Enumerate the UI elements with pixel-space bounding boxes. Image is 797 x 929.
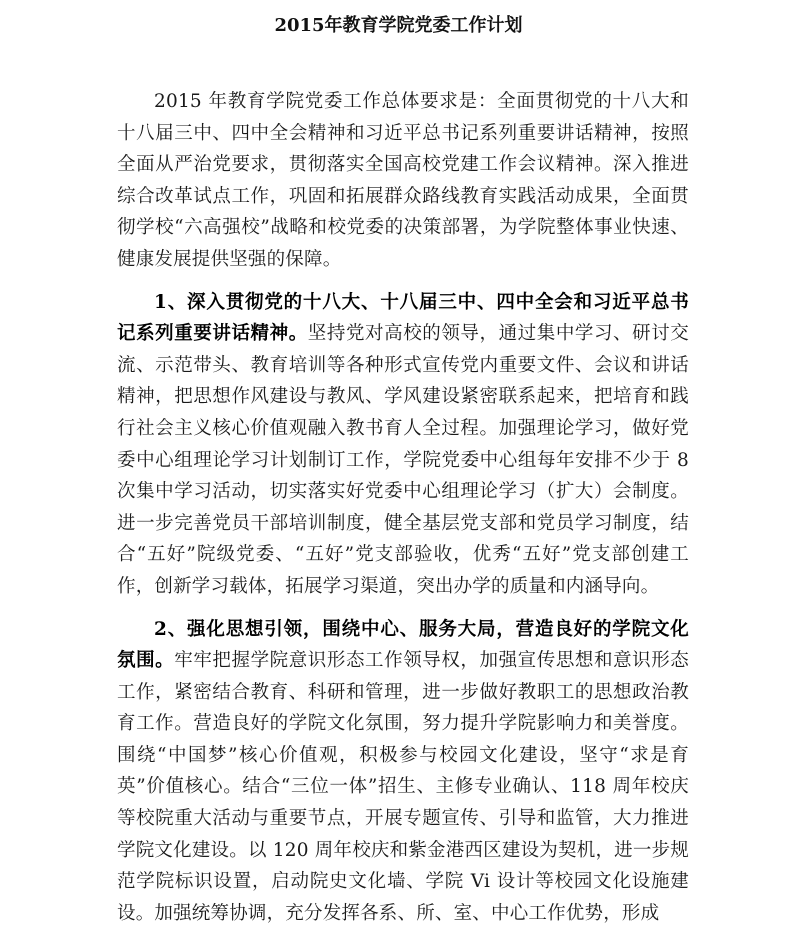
section-2-paragraph bbox=[117, 614, 689, 929]
section-2-text: 牢牢把握学院意识形态工作领导权，加强宣传思想和意识形态工作，紧密结合教育、科研和管理，进一步做好教职工的思想政治教育工作。营造良好的学院文化氛围，努力提升学院影响力和美誉度。围绕“中国梦”核心价值观，积极参与校园文化建设，坚守“求是育英”价值核心。结合“三位一体”招生、主修专业确认、118 周年校庆等校院重大活动与重要节点，开展专题宣传、引导和监管，大力推进学院文化建设。以 120 周年校庆和紫金港西区建设为契机，进一步规范学院标识设置，启动院史文化墙、学院 Vi 设计等校园文化设施建设。加强统筹协调，充分发挥各系、所、室、中心工作优势，形成 bbox=[117, 650, 689, 924]
section-2-heading: 2、强化思想引领，围绕中心、服务大局，营造良好的学院文化氛围。 bbox=[117, 619, 689, 672]
document-body bbox=[117, 86, 689, 929]
section-1-text: 坚持党对高校的领导，通过集中学习、研讨交流、示范带头、教育培训等各种形式宣传党内重要文件、会议和讲话精神，把思想作风建设与教风、学风建设紧密联系起来，把培育和践行社会主义核心价值观融入教书育人全过程。加强理论学习，做好党委中心组理论学习计划制订工作，学院党委中心组每年安排不少于 8 次集中学习活动，切实落实好党委中心组理论学习（扩大）会制度。进一步完善党员干部培训制度，健全基层党支部和党员学习制度，结合“五好”院级党委、“五好”党支部验收，优秀“五好”党支部创建工作，创新学习载体，拓展学习渠道，突出办学的质量和内涵导向。 bbox=[117, 323, 689, 597]
document-title: 2015年教育学院党委工作计划 bbox=[0, 14, 797, 38]
intro-paragraph: 2015 年教育学院党委工作总体要求是：全面贯彻党的十八大和十八届三中、四中全会精神和习近平总书记系列重要讲话精神，按照全面从严治党要求，贯彻落实全国高校党建工作会议精神。深入推进综合改革试点工作，巩固和拓展群众路线教育实践活动成果，全面贯彻学校“六高强校”战略和校党委的决策部署，为学院整体事业快速、健康发展提供坚强的保障。 bbox=[117, 86, 689, 276]
section-1-paragraph bbox=[117, 287, 689, 603]
section-1-heading: 1、深入贯彻党的十八大、十八届三中、四中全会和习近平总书记系列重要讲话精神。 bbox=[117, 292, 689, 345]
